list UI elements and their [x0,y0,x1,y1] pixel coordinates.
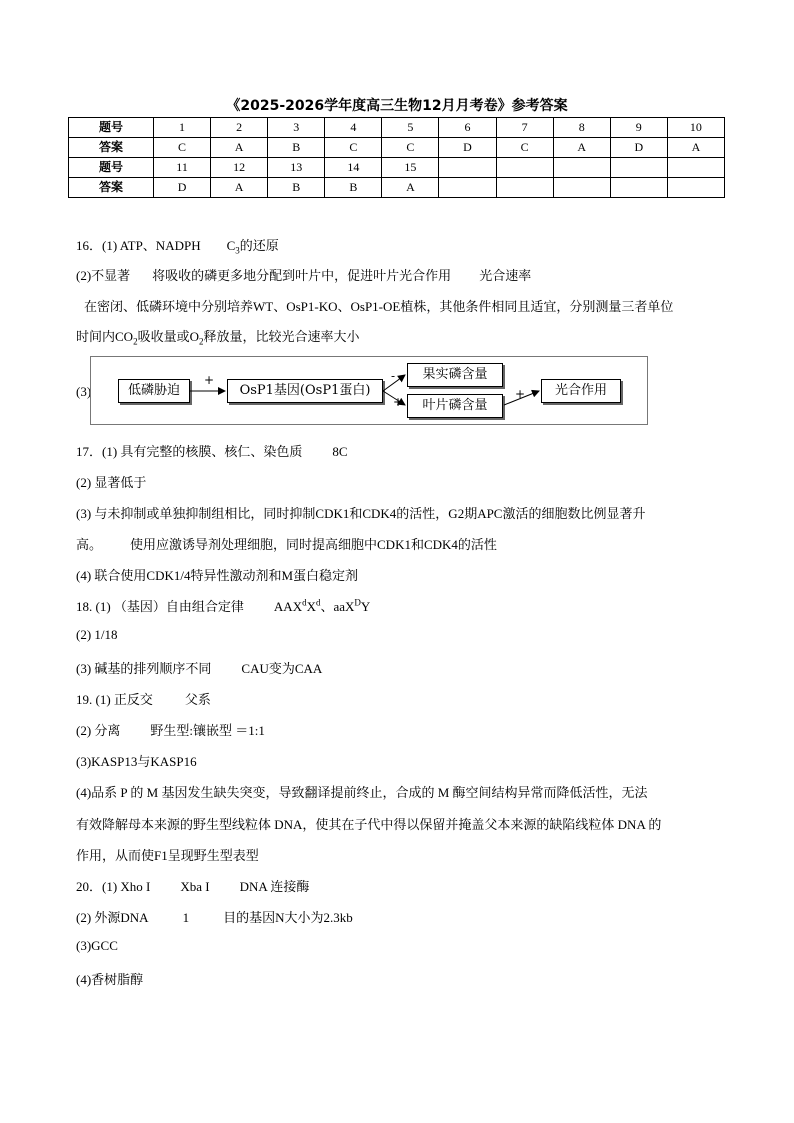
table-cell: B [325,178,382,198]
table-cell: A [553,138,610,158]
table-cell: A [667,138,724,158]
table-cell: 12 [211,158,268,178]
table-cell: C [154,138,211,158]
table-cell: 10 [667,118,724,138]
table-cell [553,178,610,198]
table-cell: 8 [553,118,610,138]
box-osp1-gene: OsP1基因(OsP1蛋白) [227,379,383,403]
table-cell: D [439,138,496,158]
q19-line-3: (3)KASP13与KASP16 [76,754,197,769]
flow-arrows [91,357,647,424]
table-cell: B [268,138,325,158]
table-cell: 7 [496,118,553,138]
table-cell [610,158,667,178]
table-cell [667,178,724,198]
table-cell [439,178,496,198]
table-row-header: 答案 [69,178,154,198]
table-cell: 13 [268,158,325,178]
table-cell: D [154,178,211,198]
table-cell: C [325,138,382,158]
q17-line-4: 高。 使用应激诱导剂处理细胞，同时提高细胞中CDK1和CDK4的活性 [76,537,497,552]
q19-line-5: 有效降解母本来源的野生型线粒体 DNA，使其在子代中得以保留并掩盖父本来源的缺陷线粒体 DNA 的 [76,817,662,832]
q16-line-3: 在密闭、低磷环境中分别培养WT、OsP1-KO、OsP1-OE植株，其他条件相同且适宜，分别测量三者单位 [84,299,674,314]
table-cell: A [211,178,268,198]
q16-2-answer-c: 光合速率 [479,268,532,283]
q16-3-label: (3) [76,384,92,399]
q19-line-2: (2) 分离 野生型:镶嵌型 ＝1:1 [76,723,265,738]
table-cell: A [211,138,268,158]
table-cell: 3 [268,118,325,138]
q20-line-1: 20．(1) Xho I Xba I DNA 连接酶 [76,879,310,894]
table-row [69,178,725,198]
q17-line-2: (2) 显著低于 [76,475,147,490]
table-cell: 15 [382,158,439,178]
table-row [69,118,725,138]
table-cell: D [610,138,667,158]
q16-1-answer-b: $C_3$的还原 [226,238,279,256]
q17-line-1: 17．(1) 具有完整的核膜、核仁、染色质 8C [76,444,348,459]
table-cell: 6 [439,118,496,138]
q18-line-3: (3) 碱基的排列顺序不同 CAU变为CAA [76,661,323,676]
box-leaf-phosphorus: 叶片磷含量 [407,394,503,418]
table-cell: C [496,138,553,158]
sign-plus-1: + [204,373,215,387]
table-cell: C [382,138,439,158]
q16-2-answer-b: 将吸收的磷更多地分配到叶片中，促进叶片光合作用 [152,268,452,283]
q20-line-3: (3)GCC [76,938,118,953]
table-cell [610,178,667,198]
table-cell [439,158,496,178]
q17-line-5: (4) 联合使用CDK1/4特异性激动剂和M蛋白稳定剂 [76,568,359,583]
answer-table [68,117,725,198]
table-cell: 2 [211,118,268,138]
q16-2-answer-a: (2)不显著 [76,268,131,283]
box-fruit-phosphorus: 果实磷含量 [407,363,503,387]
sign-minus: - [391,369,396,383]
q16-line-2 [76,265,531,284]
q16-1-answer-a: 16．(1) ATP、NADPH [76,238,201,253]
table-row-header: 题号 [69,118,154,138]
box-low-phosphorus: 低磷胁迫 [118,379,190,403]
q19-line-1: 19. (1) 正反交 父系 [76,692,211,707]
q20-line-2: (2) 外源DNA 1 目的基因N大小为2.3kb [76,910,353,925]
box-photosynthesis: 光合作用 [541,379,621,403]
q16-line-4: 时间内$CO_2$吸收量或$O_2$释放量，比较光合速率大小 [76,329,360,347]
sign-plus-2: + [393,395,404,409]
table-cell: A [382,178,439,198]
table-cell: B [268,178,325,198]
table-row [69,158,725,178]
table-cell [496,158,553,178]
table-row-header: 题号 [69,158,154,178]
page-title: 《2025-2026学年度高三生物12月月考卷》参考答案 [226,98,568,114]
sign-plus-3: + [515,387,526,401]
table-cell [496,178,553,198]
q18-line-1: 18. (1) （基因）自由组合定律 $AAX^dX^d$、aaX$^D$Y [76,597,371,614]
q17-line-3: (3) 与未抑制或单独抑制组相比，同时抑制CDK1和CDK4的活性，G2期APC激活的细胞数比例显著升 [76,506,646,521]
table-cell [667,158,724,178]
table-cell [553,158,610,178]
table-cell: 1 [154,118,211,138]
table-cell: 9 [610,118,667,138]
table-cell: 4 [325,118,382,138]
table-cell: 11 [154,158,211,178]
q20-line-4: (4)香树脂醇 [76,972,144,987]
q16-flow-diagram [90,356,648,425]
q18-line-2: (2) 1/18 [76,627,118,642]
table-row-header: 答案 [69,138,154,158]
q19-line-4: (4)品系 P 的 M 基因发生缺失突变，导致翻译提前终止，合成的 M 酶空间结构异常而降低活性，无法 [76,785,648,800]
table-cell: 5 [382,118,439,138]
q19-line-6: 作用，从而使F1呈现野生型表型 [76,848,259,863]
table-row [69,138,725,158]
q16-line-1 [76,235,279,256]
table-cell: 14 [325,158,382,178]
